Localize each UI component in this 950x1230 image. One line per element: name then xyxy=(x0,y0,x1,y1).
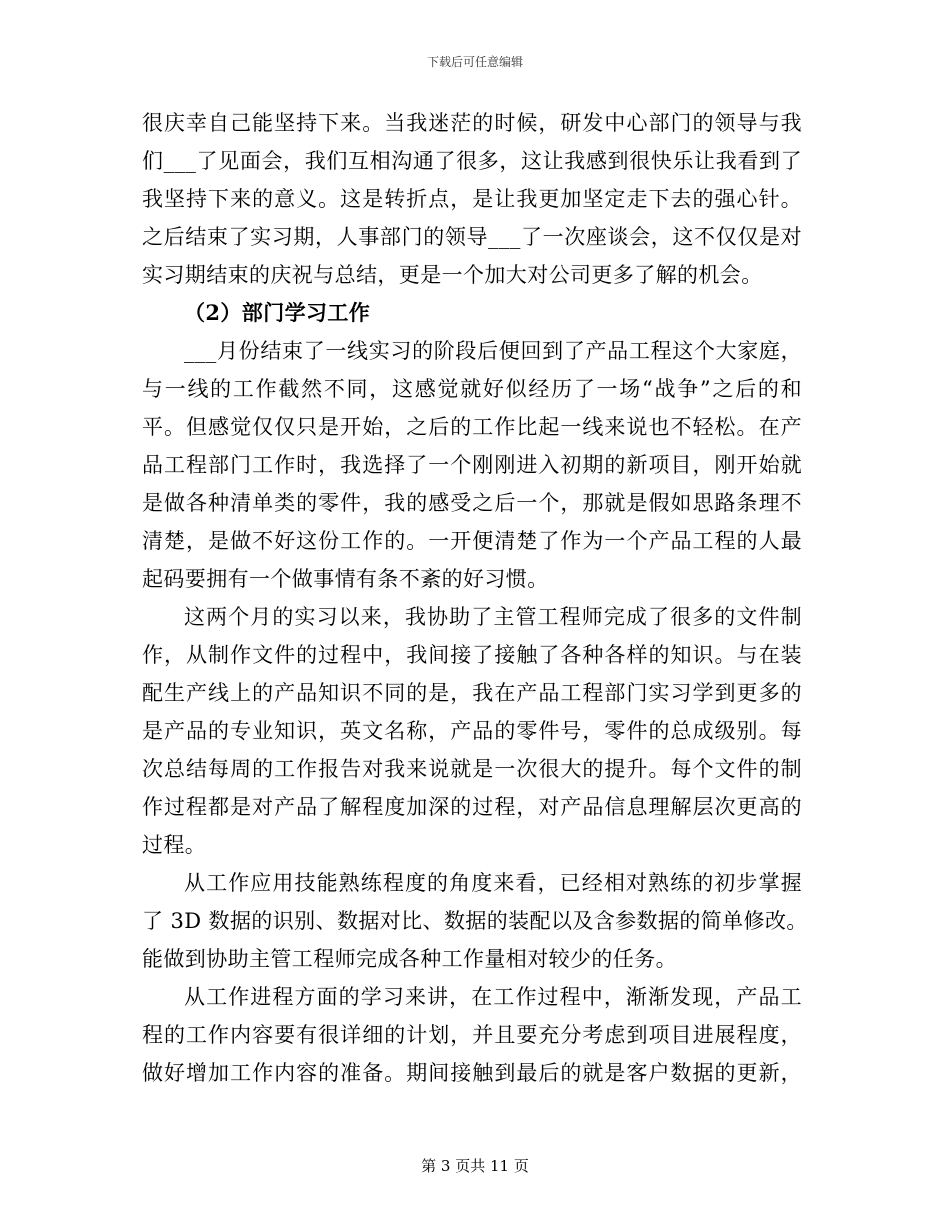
text-line: 作，从制作文件的过程中，我间接了接触了各种各样的知识。与在装 xyxy=(142,643,802,667)
section-heading: （2）部门学习工作 xyxy=(184,300,371,325)
text-line: 能做到协助主管工程师完成各种工作量相对较少的任务。 xyxy=(142,947,677,971)
text-line: ___月份结束了一线实习的阶段后便回到了产品工程这个大家庭， xyxy=(184,339,802,363)
text-line: 次总结每周的工作报告对我来说就是一次很大的提升。每个文件的制 xyxy=(142,757,802,781)
paragraph xyxy=(142,104,802,294)
text-line: 配生产线上的产品知识不同的是，我在产品工程部门实习学到更多的 xyxy=(142,681,802,705)
text-line: 是产品的专业知识，英文名称，产品的零件号，零件的总成级别。每 xyxy=(142,719,802,743)
text-line: 起码要拥有一个做事情有条不紊的好习惯。 xyxy=(142,567,549,591)
text-line: 平。但感觉仅仅只是开始，之后的工作比起一线来说也不轻松。在产 xyxy=(142,415,802,439)
text-line: 这两个月的实习以来，我协助了主管工程师完成了很多的文件制 xyxy=(184,605,802,629)
text-line: 程的工作内容要有很详细的计划，并且要充分考虑到项目进展程度， xyxy=(142,1023,802,1047)
text-line: 实习期结束的庆祝与总结，更是一个加大对公司更多了解的机会。 xyxy=(142,263,763,287)
text-line: 做好增加工作内容的准备。期间接触到最后的就是客户数据的更新， xyxy=(142,1061,802,1085)
text-line: 之后结束了实习期，人事部门的领导___了一次座谈会，这不仅仅是对 xyxy=(142,225,802,249)
paragraph xyxy=(142,598,802,864)
text-line: 从工作进程方面的学习来讲，在工作过程中，渐渐发现，产品工 xyxy=(184,985,802,1009)
paragraph xyxy=(142,978,802,1092)
text-line: 从工作应用技能熟练程度的角度来看，已经相对熟练的初步掌握 xyxy=(184,871,802,895)
paragraph xyxy=(142,332,802,598)
text-line: 品工程部门工作时，我选择了一个刚刚进入初期的新项目，刚开始就 xyxy=(142,453,802,477)
text-line: 们___了见面会，我们互相沟通了很多，这让我感到很快乐让我看到了 xyxy=(142,149,802,173)
text-line: 作过程都是对产品了解程度加深的过程，对产品信息理解层次更高的 xyxy=(142,795,802,819)
page-number: 第 3 页共 11 页 xyxy=(421,1157,529,1175)
text-line: 过程。 xyxy=(142,833,207,857)
text-line: 了 3D 数据的识别、数据对比、数据的装配以及含参数据的简单修改。 xyxy=(142,909,808,933)
text-line: 是做各种清单类的零件，我的感受之后一个，那就是假如思路条理不 xyxy=(142,491,802,515)
document-body xyxy=(142,104,808,1092)
page-header-note: 下载后可任意编辑 xyxy=(426,55,523,69)
text-line: 很庆幸自己能坚持下来。当我迷茫的时候，研发中心部门的领导与我 xyxy=(142,111,802,135)
paragraph xyxy=(142,864,808,978)
text-line: 与一线的工作截然不同，这感觉就好似经历了一场“战争”之后的和 xyxy=(142,377,802,401)
text-line: 我坚持下来的意义。这是转折点，是让我更加坚定走下去的强心针。 xyxy=(142,187,802,211)
text-line: 清楚，是做不好这份工作的。一开便清楚了作为一个产品工程的人最 xyxy=(142,529,802,553)
